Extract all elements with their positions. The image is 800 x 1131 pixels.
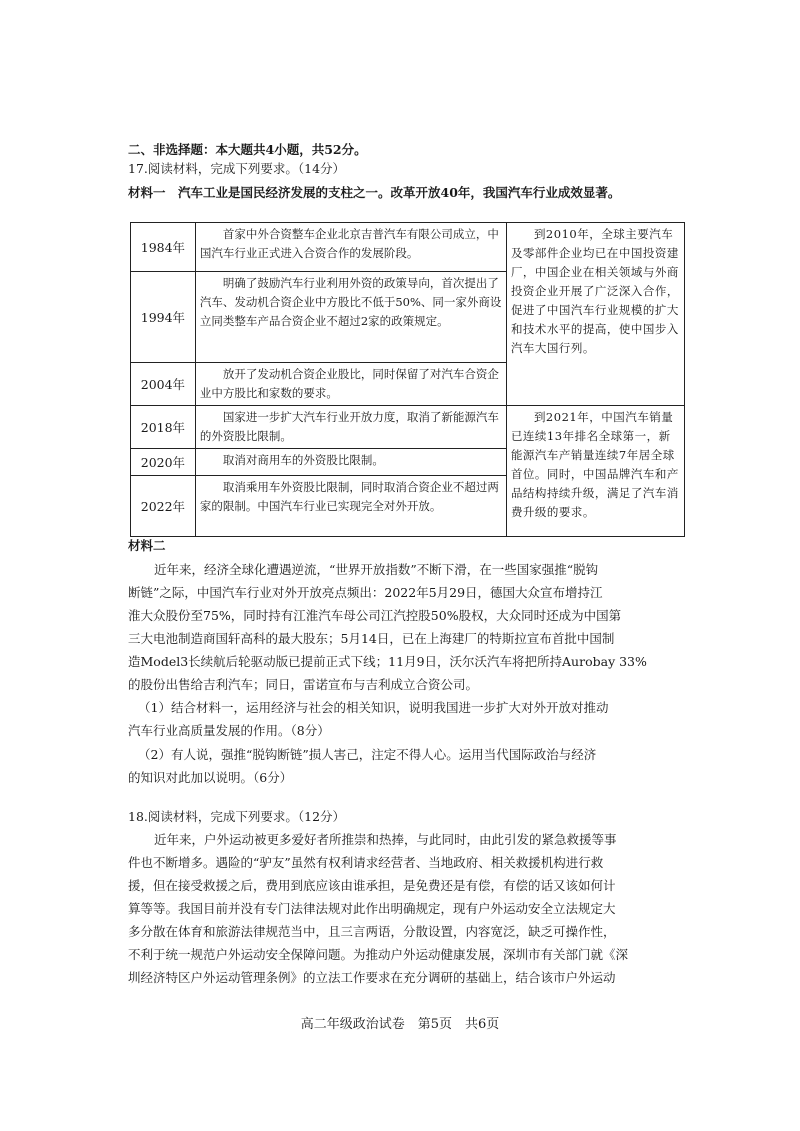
- question-1: （1）结合材料一，运用经济与社会的相关知识，说明我国进一步扩大对外开放对推动: [138, 700, 609, 715]
- side-note-1: 到2010年，全球主要汽车及零部件企业均已在中国投资建厂，中国企业在相关领域与外商投资企业开展了广泛深入合作，促进了中国汽车行业规模的扩大和技术水平的提高，使中国步入汽车大国行列。: [506, 223, 684, 406]
- q17-title: 17.阅读材料，完成下列要求。（14分）: [128, 161, 346, 176]
- year-cell: 2020年: [131, 449, 196, 476]
- material2-line: 断链”之际，中国汽车行业对外开放亮点频出：2022年5月29日，德国大众宣布增持江: [128, 585, 603, 600]
- question-2: （2）有人说，强推“脱钩断链”损人害己，注定不得人心。运用当代国际政治与经济: [138, 747, 597, 762]
- event-cell: 取消乘用车外资股比限制，同时取消合资企业不超过两家的限制。中国汽车行业已实现完全对外开放。: [195, 476, 506, 537]
- year-cell: 1984年: [131, 223, 196, 272]
- event-cell: 首家中外合资整车企业北京吉普汽车有限公司成立，中国汽车行业正式进入合资合作的发展阶段。: [195, 223, 506, 272]
- question-1-cont: 汽车行业高质量发展的作用。（8分）: [128, 723, 330, 738]
- q18-line: 援，但在接受救援之后，费用到底应该由谁承担，是免费还是有偿，有偿的话又该如何计: [128, 878, 616, 893]
- year-cell: 2018年: [131, 406, 196, 449]
- question-2-cont: 的知识对此加以说明。（6分）: [128, 770, 293, 785]
- timeline-table: [130, 222, 685, 537]
- q18-line: 圳经济特区户外运动管理条例》的立法工作要求在充分调研的基础上，结合该市户外运动: [128, 970, 616, 985]
- side-note-2: 到2021年，中国汽车销量已连续13年排名全球第一，新能源汽车产销量连续7年居全球首位。同时，中国品牌汽车和产品结构持续升级，满足了汽车消费升级的要求。: [506, 406, 684, 537]
- table-row: [131, 406, 685, 449]
- year-cell: 1994年: [131, 272, 196, 363]
- material1-intro: 材料一 汽车工业是国民经济发展的支柱之一。改革开放40年，我国汽车行业成效显著。: [128, 185, 621, 200]
- q18-line: 多分散在体育和旅游法律规范当中，且三言两语，分散设置，内容宽泛，缺乏可操作性，: [128, 924, 616, 939]
- material2-line: 三大电池制造商国轩高科的最大股东；5月14日，已在上海建厂的特斯拉宣布首批中国制: [128, 631, 615, 646]
- table-row: [131, 223, 685, 272]
- event-cell: 明确了鼓励汽车行业利用外资的政策导向，首次提出了汽车、发动机合资企业中方股比不低于50%、同一家外商设立同类整车产品合资企业不超过2家的政策规定。: [195, 272, 506, 363]
- q18-line: 近年来，户外运动被更多爱好者所推崇和热捧，与此同时，由此引发的紧急救援等事: [154, 832, 617, 847]
- year-cell: 2004年: [131, 363, 196, 406]
- material2-line: 的股份出售给吉利汽车；同日，雷诺宣布与吉利成立合资公司。: [128, 677, 479, 692]
- q18-line: 不利于统一规范户外运动安全保障问题。为推动户外运动健康发展，深圳市有关部门就《深: [128, 947, 629, 962]
- section-title: 二、非选择题：本大题共4小题，共52分。: [128, 142, 367, 157]
- event-cell: 放开了发动机合资企业股比，同时保留了对汽车合资企业中方股比和家数的要求。: [195, 363, 506, 406]
- event-cell: 取消对商用车的外资股比限制。: [195, 449, 506, 476]
- material2-line: 淮大众股份至75%，同时持有江淮汽车母公司江汽控股50%股权，大众同时还成为中国第: [128, 608, 622, 623]
- material2-line: 近年来，经济全球化遭遇逆流，“世界开放指数”不断下滑，在一些国家强推“脱钩: [154, 562, 599, 577]
- q18-title: 18.阅读材料，完成下列要求。（12分）: [128, 809, 346, 824]
- material2-line: 造Model3长续航后轮驱动版已提前正式下线；11月9日，沃尔沃汽车将把所持Aurobay 33%: [128, 654, 647, 669]
- material2-label: 材料二: [128, 538, 166, 553]
- q18-line: 件也不断增多。遇险的“驴友”虽然有权利请求经营者、当地政府、相关救援机构进行救: [128, 855, 604, 870]
- q18-line: 算等等。我国目前并没有专门法律法规对此作出明确规定，现有户外运动安全立法规定大: [128, 901, 616, 916]
- year-cell: 2022年: [131, 476, 196, 537]
- page-footer: 高二年级政治试卷 第5页 共6页: [300, 1017, 500, 1032]
- event-cell: 国家进一步扩大汽车行业开放力度，取消了新能源汽车的外资股比限制。: [195, 406, 506, 449]
